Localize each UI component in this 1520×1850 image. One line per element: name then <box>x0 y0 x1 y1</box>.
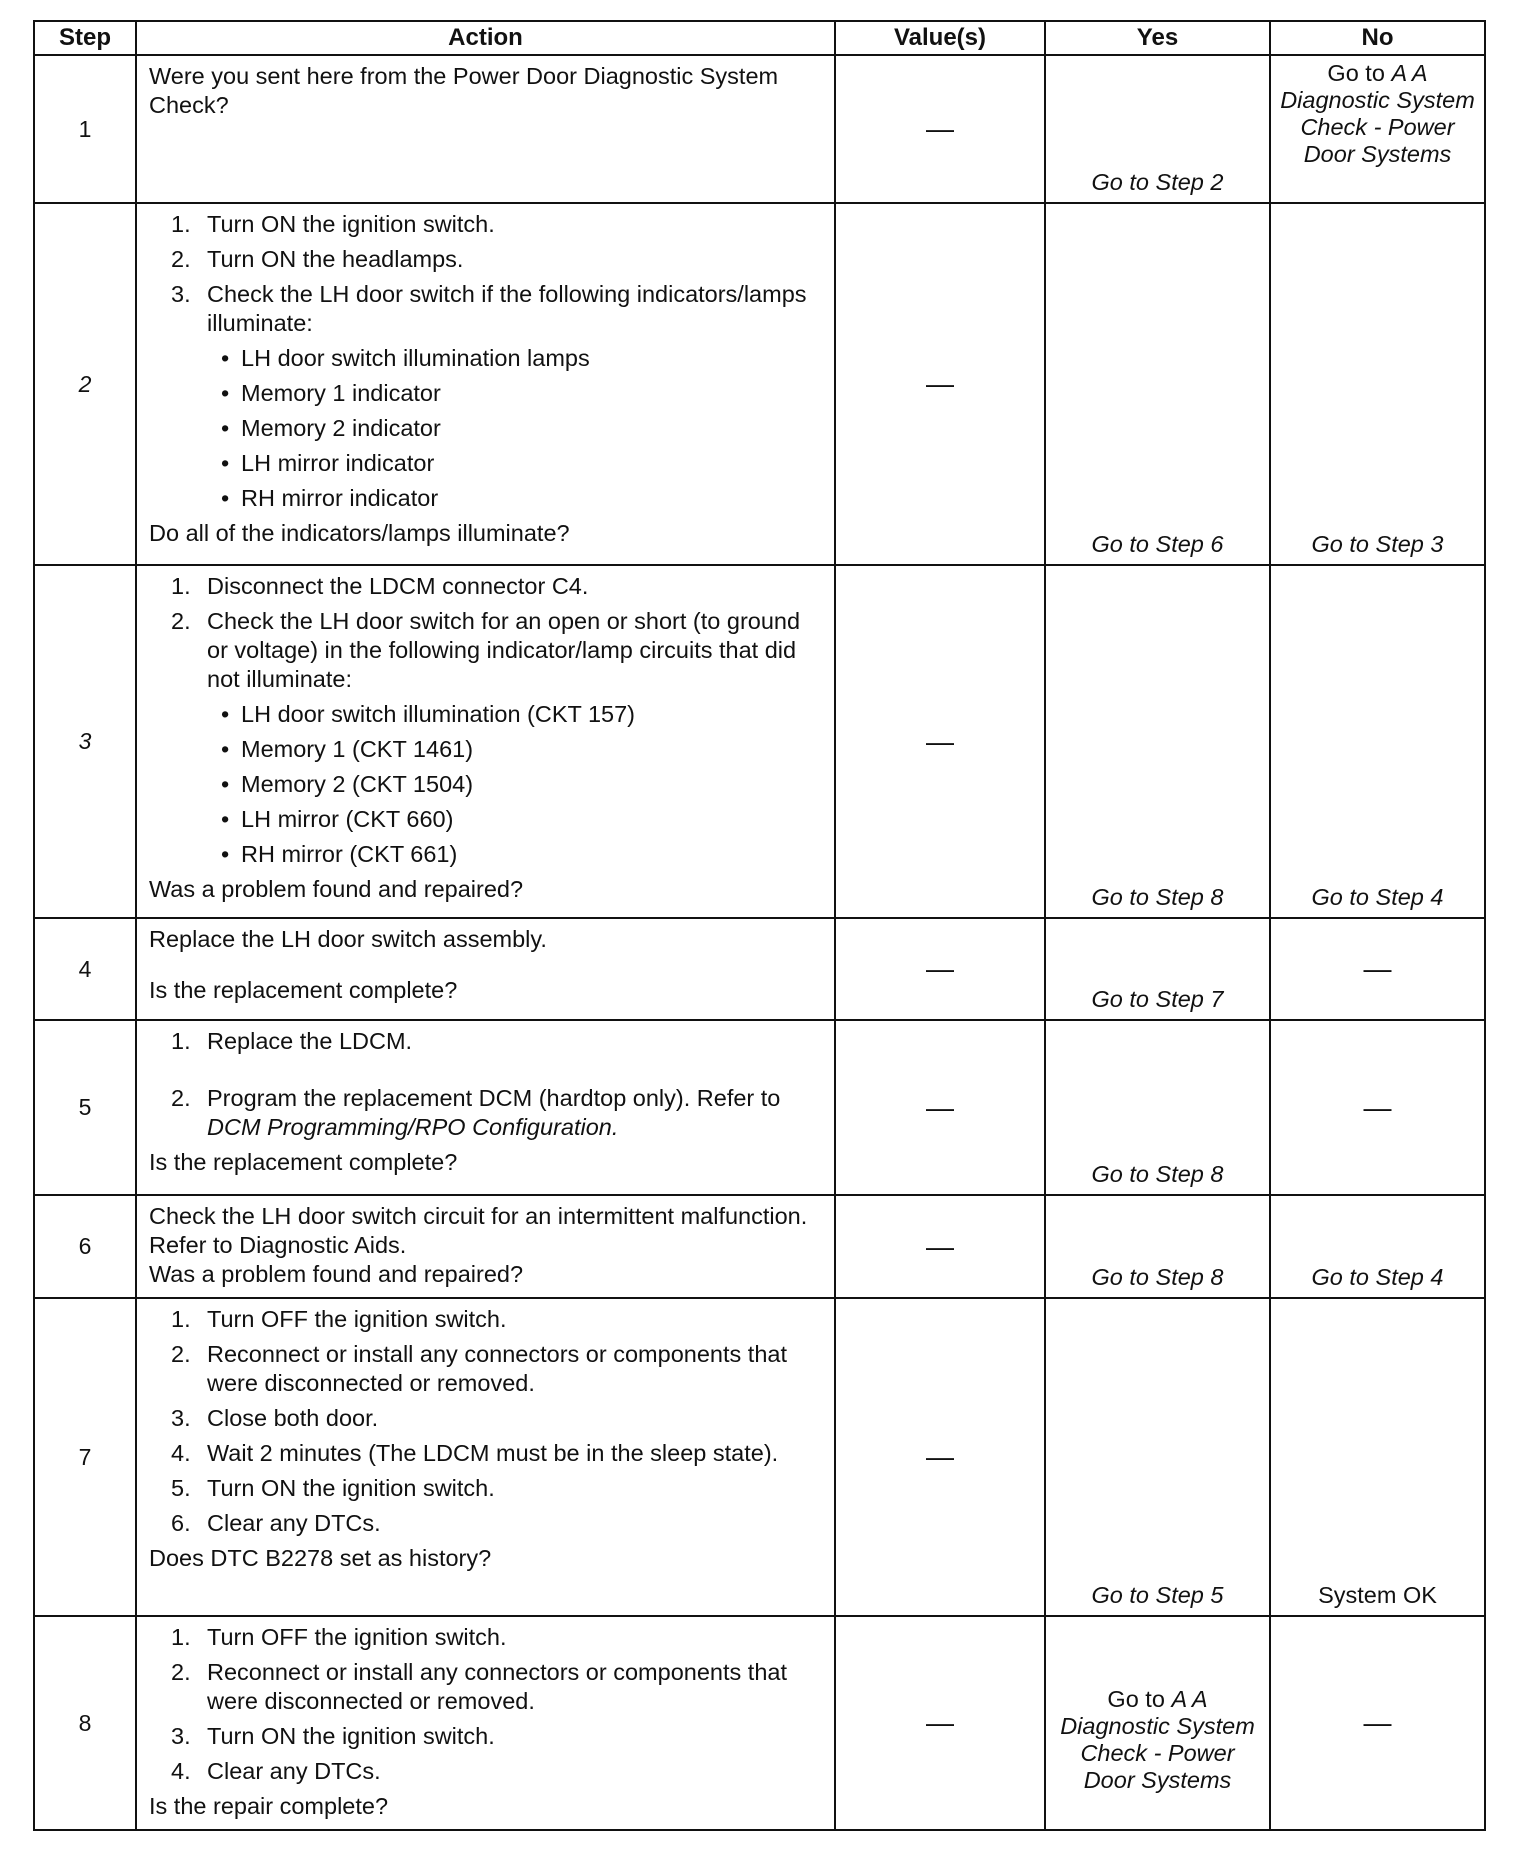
value-cell: — <box>835 1195 1045 1298</box>
value-cell: — <box>835 1298 1045 1616</box>
question-text: Is the repair complete? <box>149 1793 389 1819</box>
list-item: 1. Disconnect the LDCM connector C4. <box>171 573 589 599</box>
action-cell <box>136 565 835 918</box>
value-cell: — <box>835 55 1045 203</box>
yes-cell[interactable] <box>1045 918 1270 1020</box>
question-text: Do all of the indicators/lamps illuminate? <box>149 520 570 546</box>
step-number: 5 <box>34 1020 136 1195</box>
yes-cell[interactable] <box>1045 1020 1270 1195</box>
step-list <box>149 1305 822 1538</box>
header-step: Step <box>34 21 136 55</box>
no-link[interactable]: Go to Step 3 <box>1311 531 1444 557</box>
yes-link[interactable]: Go to Step 7 <box>1091 986 1224 1012</box>
action-cell <box>136 1298 835 1616</box>
step-number: 4 <box>34 918 136 1020</box>
dcm-programming-link[interactable]: DCM Programming/RPO Configuration. <box>207 1114 619 1140</box>
no-cell[interactable] <box>1270 1195 1485 1298</box>
list-item: 1. Turn OFF the ignition switch. <box>171 1624 507 1650</box>
no-cell[interactable] <box>1270 55 1485 203</box>
step-number: 6 <box>34 1195 136 1298</box>
yes-cell[interactable] <box>1045 1298 1270 1616</box>
list-item: • LH mirror indicator <box>221 450 435 476</box>
no-link[interactable]: A A Diagnostic System Check - Power Door Systems <box>1280 60 1475 167</box>
step-number: 2 <box>34 203 136 565</box>
list-item: • LH door switch illumination (CKT 157) <box>221 701 636 727</box>
value-cell: — <box>835 1616 1045 1830</box>
list-item: 1. Replace the LDCM. <box>171 1028 413 1054</box>
action-cell <box>136 203 835 565</box>
step-number: 8 <box>34 1616 136 1830</box>
table-row <box>34 565 1485 918</box>
diagnostic-table <box>33 20 1486 1831</box>
yes-link[interactable]: Go to Step 5 <box>1091 1582 1224 1608</box>
no-cell: — <box>1270 1020 1485 1195</box>
table-row <box>34 1616 1485 1830</box>
step-number: 1 <box>34 55 136 203</box>
value-cell: — <box>835 1020 1045 1195</box>
list-item: • Memory 1 (CKT 1461) <box>221 736 474 762</box>
no-cell[interactable] <box>1270 565 1485 918</box>
table-row <box>34 55 1485 203</box>
table-row <box>34 1020 1485 1195</box>
header-yes: Yes <box>1045 21 1270 55</box>
no-link[interactable]: Go to Step 4 <box>1311 1264 1444 1290</box>
yes-link[interactable]: Go to Step 6 <box>1091 531 1224 557</box>
table-row <box>34 203 1485 565</box>
list-item: 2. Check the LH door switch for an open or short (to ground or voltage) in the following indicator/lamp circuits that did not illuminate: <box>171 608 801 692</box>
list-item: • LH door switch illumination lamps <box>221 345 590 371</box>
value-cell: — <box>835 918 1045 1020</box>
action-cell <box>136 1616 835 1830</box>
list-item: 5. Turn ON the ignition switch. <box>171 1475 495 1501</box>
yes-cell[interactable] <box>1045 1195 1270 1298</box>
no-cell[interactable] <box>1270 203 1485 565</box>
list-item: 3. Close both door. <box>171 1405 379 1431</box>
list-item: • RH mirror indicator <box>221 485 439 511</box>
action-text: Replace the LH door switch assembly. <box>149 926 547 952</box>
step-list <box>149 572 822 694</box>
yes-link[interactable]: Go to Step 8 <box>1091 1264 1224 1290</box>
no-link[interactable]: Go to Step 4 <box>1311 884 1444 910</box>
yes-cell[interactable] <box>1045 1616 1270 1830</box>
action-text: Were you sent here from the Power Door Diagnostic System Check? <box>149 63 779 118</box>
action-text: Check the LH door switch circuit for an intermittent malfunction. Refer to Diagnostic Aids. <box>149 1203 808 1258</box>
no-result: System OK <box>1318 1582 1437 1608</box>
no-prefix: Go to <box>1327 60 1392 86</box>
step-list <box>149 1623 822 1786</box>
yes-link[interactable]: A A Diagnostic System Check - Power Door Systems <box>1060 1686 1255 1793</box>
list-item: • Memory 2 (CKT 1504) <box>221 771 474 797</box>
no-cell: — <box>1270 918 1485 1020</box>
yes-cell[interactable] <box>1045 565 1270 918</box>
yes-cell[interactable] <box>1045 55 1270 203</box>
action-cell <box>136 1020 835 1195</box>
yes-cell[interactable] <box>1045 203 1270 565</box>
bullet-list <box>149 700 822 869</box>
list-item: 3. Turn ON the ignition switch. <box>171 1723 495 1749</box>
yes-link[interactable]: Go to Step 2 <box>1091 169 1224 195</box>
list-item: 2. Reconnect or install any connectors or components that were disconnected or removed. <box>171 1659 787 1714</box>
question-text: Is the replacement complete? <box>149 977 458 1003</box>
list-item: 2. Reconnect or install any connectors or components that were disconnected or removed. <box>171 1341 787 1396</box>
list-item: • RH mirror (CKT 661) <box>221 841 458 867</box>
list-item: 1. Turn ON the ignition switch. <box>171 211 495 237</box>
action-cell <box>136 1195 835 1298</box>
header-no: No <box>1270 21 1485 55</box>
list-item: 1. Turn OFF the ignition switch. <box>171 1306 507 1332</box>
list-item: 4. Clear any DTCs. <box>171 1758 381 1784</box>
table-row <box>34 1298 1485 1616</box>
list-item: 3. Check the LH door switch if the following indicators/lamps illuminate: <box>171 281 807 336</box>
action-cell <box>136 918 835 1020</box>
header-values: Value(s) <box>835 21 1045 55</box>
table-row <box>34 918 1485 1020</box>
no-cell <box>1270 1298 1485 1616</box>
question-text: Was a problem found and repaired? <box>149 876 524 902</box>
yes-link[interactable]: Go to Step 8 <box>1091 1161 1224 1187</box>
value-cell: — <box>835 203 1045 565</box>
list-item: • Memory 2 indicator <box>221 415 441 441</box>
step-list <box>149 1027 822 1142</box>
header-action: Action <box>136 21 835 55</box>
bullet-list <box>149 344 822 513</box>
list-item: 6. Clear any DTCs. <box>171 1510 381 1536</box>
question-text: Does DTC B2278 set as history? <box>149 1545 492 1571</box>
step-list <box>149 210 822 338</box>
action-cell <box>136 55 835 203</box>
yes-link[interactable]: Go to Step 8 <box>1091 884 1224 910</box>
list-item: 2. Turn ON the headlamps. <box>171 246 464 272</box>
list-item: 4. Wait 2 minutes (The LDCM must be in the sleep state). <box>171 1440 779 1466</box>
step-number: 7 <box>34 1298 136 1616</box>
list-item: 2. Program the replacement DCM (hardtop only). Refer to DCM Programming/RPO Configuration. <box>171 1085 781 1140</box>
list-item: • Memory 1 indicator <box>221 380 441 406</box>
question-text: Was a problem found and repaired? <box>149 1261 524 1287</box>
value-cell: — <box>835 565 1045 918</box>
question-text: Is the replacement complete? <box>149 1149 458 1175</box>
list-item: • LH mirror (CKT 660) <box>221 806 454 832</box>
step-number: 3 <box>34 565 136 918</box>
no-cell: — <box>1270 1616 1485 1830</box>
yes-prefix: Go to <box>1107 1686 1172 1712</box>
table-header-row <box>34 21 1485 55</box>
table-row <box>34 1195 1485 1298</box>
